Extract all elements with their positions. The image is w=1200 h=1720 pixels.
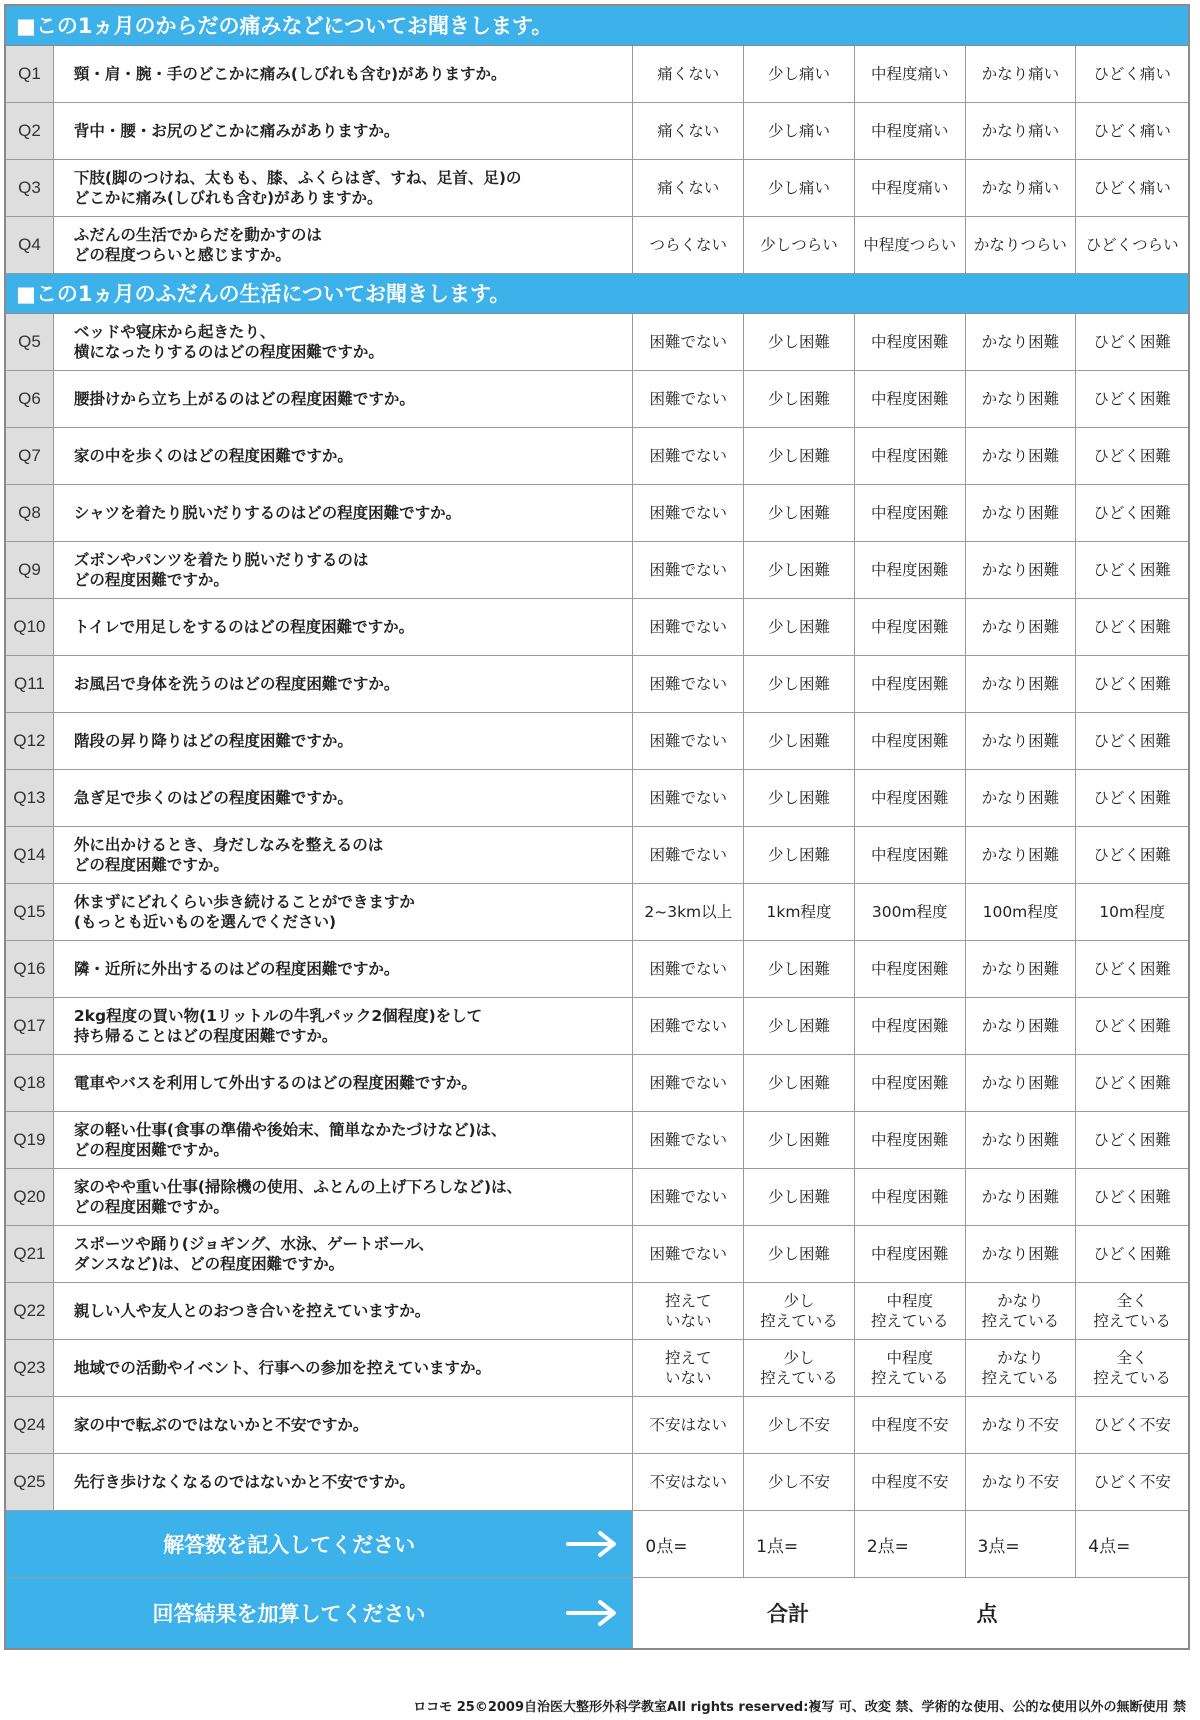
answer-option[interactable]: 困難でない bbox=[633, 941, 744, 997]
question-number: Q8 bbox=[6, 485, 54, 541]
question-text: お風呂で身体を洗うのはどの程度困難ですか。 bbox=[54, 656, 634, 712]
answer-option[interactable]: 中程度困難 bbox=[855, 485, 966, 541]
question-text: ズボンやパンツを着たり脱いだりするのは どの程度困難ですか。 bbox=[54, 542, 634, 598]
answer-option[interactable]: ひどく困難 bbox=[1093, 332, 1171, 351]
section-header-pain: ■この1ヵ月のからだの痛みなどについてお聞きします。 bbox=[6, 6, 1188, 46]
answer-option[interactable]: 中程度困難 bbox=[855, 1112, 966, 1168]
question-row bbox=[6, 827, 1188, 884]
question-row bbox=[6, 599, 1188, 656]
question-text: トイレで用足しをするのはどの程度困難ですか。 bbox=[54, 599, 634, 655]
question-number: Q4 bbox=[6, 217, 54, 273]
score-count-field[interactable]: 4点= bbox=[1088, 1536, 1131, 1557]
answer-option[interactable]: 中程度 控えている bbox=[855, 1340, 966, 1396]
answer-option[interactable]: 中程度困難 bbox=[855, 1055, 966, 1111]
answer-option[interactable]: 中程度困難 bbox=[855, 371, 966, 427]
question-text: スポーツや踊り(ジョギング、水泳、ゲートボール、 ダンスなど)は、どの程度困難ですか。 bbox=[54, 1226, 634, 1282]
answer-option[interactable]: 中程度困難 bbox=[855, 656, 966, 712]
answer-option[interactable]: 中程度痛い bbox=[855, 160, 966, 216]
answer-option[interactable]: 300m程度 bbox=[855, 884, 966, 940]
answer-option[interactable]: 少し困難 bbox=[744, 1169, 855, 1225]
question-text: 電車やバスを利用して外出するのはどの程度困難ですか。 bbox=[54, 1055, 634, 1111]
answer-option[interactable]: かなり困難 bbox=[966, 314, 1077, 370]
answer-option[interactable]: 少し痛い bbox=[744, 103, 855, 159]
question-row bbox=[6, 1226, 1188, 1283]
question-text: 家の軽い仕事(食事の準備や後始末、簡単なかたづけなど)は、 どの程度困難ですか。 bbox=[54, 1112, 634, 1168]
answer-option[interactable]: かなり困難 bbox=[966, 998, 1077, 1054]
question-row bbox=[6, 656, 1188, 713]
answer-option[interactable]: ひどく不安 bbox=[1093, 1472, 1171, 1491]
question-text: 隣・近所に外出するのはどの程度困難ですか。 bbox=[54, 941, 634, 997]
question-row bbox=[6, 485, 1188, 542]
total-row bbox=[6, 1578, 1188, 1648]
answer-option[interactable]: 困難でない bbox=[633, 998, 744, 1054]
answer-option[interactable]: ひどく困難 bbox=[1093, 845, 1171, 864]
question-number: Q2 bbox=[6, 103, 54, 159]
question-number: Q15 bbox=[6, 884, 54, 940]
question-text: 階段の昇り降りはどの程度困難ですか。 bbox=[54, 713, 634, 769]
question-text: 頸・肩・腕・手のどこかに痛み(しびれも含む)がありますか。 bbox=[54, 46, 634, 102]
answer-option[interactable]: 少し 控えている bbox=[744, 1283, 855, 1339]
answer-option[interactable]: 控えて いない bbox=[633, 1340, 744, 1396]
answer-option[interactable]: かなりつらい bbox=[966, 217, 1077, 273]
question-number: Q17 bbox=[6, 998, 54, 1054]
answer-option[interactable]: ひどく困難 bbox=[1093, 731, 1171, 750]
question-text: ベッドや寝床から起きたり、 横になったりするのはどの程度困難ですか。 bbox=[54, 314, 634, 370]
answer-option[interactable]: 中程度困難 bbox=[855, 941, 966, 997]
answer-option[interactable]: ひどく困難 bbox=[1093, 1016, 1171, 1035]
answer-option[interactable]: ひどく困難 bbox=[1093, 1244, 1171, 1263]
answer-option[interactable]: 少し困難 bbox=[744, 542, 855, 598]
answer-option[interactable]: 100m程度 bbox=[966, 884, 1077, 940]
question-number: Q20 bbox=[6, 1169, 54, 1225]
answer-option[interactable]: かなり困難 bbox=[966, 941, 1077, 997]
answer-option[interactable]: つらくない bbox=[633, 217, 744, 273]
question-number: Q3 bbox=[6, 160, 54, 216]
answer-option[interactable]: 少し困難 bbox=[744, 713, 855, 769]
score-count-field[interactable]: 3点= bbox=[966, 1511, 1077, 1577]
answer-option[interactable]: 困難でない bbox=[633, 428, 744, 484]
answer-option[interactable]: 中程度 控えている bbox=[855, 1283, 966, 1339]
score-count-field[interactable]: 0点= bbox=[633, 1511, 744, 1577]
answer-option[interactable]: 少し困難 bbox=[744, 827, 855, 883]
question-text: 親しい人や友人とのおつき合いを控えていますか。 bbox=[54, 1283, 634, 1339]
answer-option[interactable]: 中程度つらい bbox=[855, 217, 966, 273]
answer-option[interactable]: 中程度困難 bbox=[855, 428, 966, 484]
answer-option[interactable]: 少し不安 bbox=[744, 1397, 855, 1453]
question-row bbox=[6, 160, 1188, 217]
question-text: 休まずにどれくらい歩き続けることができますか (もっとも近いものを選んでください) bbox=[54, 884, 634, 940]
question-row bbox=[6, 371, 1188, 428]
answer-option[interactable]: 少し困難 bbox=[744, 371, 855, 427]
answer-option[interactable]: かなり困難 bbox=[966, 713, 1077, 769]
answer-option[interactable]: かなり困難 bbox=[966, 1169, 1077, 1225]
answer-option[interactable]: 少し困難 bbox=[744, 485, 855, 541]
question-number: Q21 bbox=[6, 1226, 54, 1282]
question-number: Q5 bbox=[6, 314, 54, 370]
answer-option[interactable]: ひどく困難 bbox=[1093, 959, 1171, 978]
answer-option[interactable]: 少し困難 bbox=[744, 1055, 855, 1111]
pain-question-rows bbox=[6, 46, 1188, 274]
question-number: Q25 bbox=[6, 1454, 54, 1510]
answer-option[interactable]: ひどく困難 bbox=[1093, 674, 1171, 693]
answer-option[interactable]: 1km程度 bbox=[744, 884, 855, 940]
answer-option[interactable]: かなり困難 bbox=[966, 827, 1077, 883]
question-text: 腰掛けから立ち上がるのはどの程度困難ですか。 bbox=[54, 371, 634, 427]
question-number: Q12 bbox=[6, 713, 54, 769]
answer-option[interactable]: ひどくつらい bbox=[1085, 235, 1179, 254]
question-text: 背中・腰・お尻のどこかに痛みがありますか。 bbox=[54, 103, 634, 159]
answer-option[interactable]: 少し痛い bbox=[744, 46, 855, 102]
question-row bbox=[6, 941, 1188, 998]
answer-option[interactable]: 困難でない bbox=[633, 713, 744, 769]
answer-option[interactable]: かなり困難 bbox=[966, 599, 1077, 655]
question-row bbox=[6, 314, 1188, 371]
answer-option[interactable]: 2~3km以上 bbox=[633, 884, 744, 940]
question-number: Q6 bbox=[6, 371, 54, 427]
answer-option[interactable]: 中程度困難 bbox=[855, 1169, 966, 1225]
answer-option[interactable]: 痛くない bbox=[633, 103, 744, 159]
answer-option[interactable]: 少し困難 bbox=[744, 314, 855, 370]
answer-option[interactable]: 中程度痛い bbox=[855, 46, 966, 102]
answer-option[interactable]: 中程度不安 bbox=[855, 1397, 966, 1453]
locomo25-questionnaire bbox=[4, 4, 1190, 1650]
answer-option[interactable]: 不安はない bbox=[633, 1397, 744, 1453]
answer-option[interactable]: ひどく困難 bbox=[1093, 389, 1171, 408]
answer-option[interactable]: 少し不安 bbox=[744, 1454, 855, 1510]
answer-option[interactable]: 困難でない bbox=[633, 827, 744, 883]
daily-life-question-rows bbox=[6, 314, 1188, 1511]
answer-option[interactable]: 控えて いない bbox=[633, 1283, 744, 1339]
answer-option[interactable]: ひどく痛い bbox=[1093, 64, 1171, 83]
answer-option[interactable]: かなり困難 bbox=[966, 656, 1077, 712]
answer-option[interactable]: 痛くない bbox=[633, 46, 744, 102]
answer-option[interactable]: 困難でない bbox=[633, 1169, 744, 1225]
answer-option[interactable]: 少し困難 bbox=[744, 941, 855, 997]
question-row bbox=[6, 217, 1188, 274]
answer-option[interactable]: 中程度困難 bbox=[855, 314, 966, 370]
answer-option[interactable]: かなり 控えている bbox=[966, 1283, 1077, 1339]
question-number: Q7 bbox=[6, 428, 54, 484]
question-row bbox=[6, 1055, 1188, 1112]
question-row bbox=[6, 103, 1188, 160]
question-number: Q10 bbox=[6, 599, 54, 655]
answer-option[interactable]: 少し困難 bbox=[744, 770, 855, 826]
arrow-right-icon bbox=[566, 1529, 618, 1559]
answer-option[interactable]: 中程度困難 bbox=[855, 599, 966, 655]
answer-option[interactable]: 少し困難 bbox=[744, 656, 855, 712]
question-text: 地域での活動やイベント、行事への参加を控えていますか。 bbox=[54, 1340, 634, 1396]
answer-option[interactable]: 困難でない bbox=[633, 656, 744, 712]
question-number: Q1 bbox=[6, 46, 54, 102]
answer-option[interactable]: かなり困難 bbox=[966, 428, 1077, 484]
question-text: 2kg程度の買い物(1リットルの牛乳パック2個程度)をして 持ち帰ることはどの程度困難ですか。 bbox=[54, 998, 634, 1054]
question-text: 急ぎ足で歩くのはどの程度困難ですか。 bbox=[54, 770, 634, 826]
answer-option[interactable]: ひどく困難 bbox=[1093, 446, 1171, 465]
answer-option[interactable]: かなり 控えている bbox=[966, 1340, 1077, 1396]
answer-option[interactable]: かなり困難 bbox=[966, 1226, 1077, 1282]
question-text: 家のやや重い仕事(掃除機の使用、ふとんの上げ下ろしなど)は、 どの程度困難ですか。 bbox=[54, 1169, 634, 1225]
answer-option[interactable]: かなり困難 bbox=[966, 1112, 1077, 1168]
question-number: Q24 bbox=[6, 1397, 54, 1453]
sum-results-banner bbox=[6, 1578, 633, 1648]
answer-option[interactable]: 少し 控えている bbox=[744, 1340, 855, 1396]
question-text: 先行き歩けなくなるのではないかと不安ですか。 bbox=[54, 1454, 634, 1510]
answer-option[interactable]: かなり困難 bbox=[966, 770, 1077, 826]
answer-option[interactable]: ひどく困難 bbox=[1093, 617, 1171, 636]
answer-option[interactable]: 中程度困難 bbox=[855, 998, 966, 1054]
answer-option[interactable]: 全く 控えている bbox=[1093, 1291, 1171, 1330]
answer-option[interactable]: 少し困難 bbox=[744, 428, 855, 484]
answer-option[interactable]: かなり痛い bbox=[966, 46, 1077, 102]
score-count-field[interactable]: 2点= bbox=[855, 1511, 966, 1577]
answer-option[interactable]: かなり困難 bbox=[966, 542, 1077, 598]
answer-option[interactable]: 中程度困難 bbox=[855, 827, 966, 883]
answer-option[interactable]: 少しつらい bbox=[744, 217, 855, 273]
answer-option[interactable]: 困難でない bbox=[633, 1055, 744, 1111]
answer-option[interactable]: ひどく困難 bbox=[1093, 560, 1171, 579]
total-unit: 点 bbox=[976, 1602, 998, 1626]
answer-option[interactable]: 中程度痛い bbox=[855, 103, 966, 159]
question-row bbox=[6, 428, 1188, 485]
answer-option[interactable]: 困難でない bbox=[633, 542, 744, 598]
answer-option[interactable]: ひどく不安 bbox=[1093, 1415, 1171, 1434]
answer-option[interactable]: 少し困難 bbox=[744, 998, 855, 1054]
answer-option[interactable]: 困難でない bbox=[633, 599, 744, 655]
answer-option[interactable]: ひどく痛い bbox=[1093, 121, 1171, 140]
answer-option[interactable]: ひどく困難 bbox=[1093, 788, 1171, 807]
answer-option[interactable]: 少し困難 bbox=[744, 599, 855, 655]
answer-option[interactable]: かなり痛い bbox=[966, 103, 1077, 159]
answer-option[interactable]: 少し困難 bbox=[744, 1226, 855, 1282]
sum-results-label: 回答結果を加算してください bbox=[152, 1602, 426, 1626]
answer-count-label: 解答数を記入してください bbox=[163, 1533, 416, 1557]
question-row bbox=[6, 770, 1188, 827]
answer-option[interactable]: かなり不安 bbox=[966, 1397, 1077, 1453]
answer-option[interactable]: 困難でない bbox=[633, 770, 744, 826]
answer-option[interactable]: 痛くない bbox=[633, 160, 744, 216]
answer-option[interactable]: 困難でない bbox=[633, 485, 744, 541]
answer-option[interactable]: ひどく困難 bbox=[1093, 503, 1171, 522]
score-count-field[interactable]: 1点= bbox=[744, 1511, 855, 1577]
answer-option[interactable]: 困難でない bbox=[633, 1112, 744, 1168]
answer-option[interactable]: 中程度困難 bbox=[855, 770, 966, 826]
question-row bbox=[6, 542, 1188, 599]
section-header-daily-life: ■この1ヵ月のふだんの生活についてお聞きします。 bbox=[6, 274, 1188, 314]
question-number: Q14 bbox=[6, 827, 54, 883]
question-text: ふだんの生活でからだを動かすのは どの程度つらいと感じますか。 bbox=[54, 217, 634, 273]
question-number: Q11 bbox=[6, 656, 54, 712]
question-number: Q16 bbox=[6, 941, 54, 997]
answer-option[interactable]: 不安はない bbox=[633, 1454, 744, 1510]
answer-option[interactable]: ひどく困難 bbox=[1093, 1073, 1171, 1092]
question-row bbox=[6, 713, 1188, 770]
question-text: 外に出かけるとき、身だしなみを整えるのは どの程度困難ですか。 bbox=[54, 827, 634, 883]
answer-count-banner bbox=[6, 1511, 633, 1577]
answer-option[interactable]: 中程度不安 bbox=[855, 1454, 966, 1510]
answer-option[interactable]: 困難でない bbox=[633, 371, 744, 427]
answer-option[interactable]: ひどく痛い bbox=[1093, 178, 1171, 197]
question-text: シャツを着たり脱いだりするのはどの程度困難ですか。 bbox=[54, 485, 634, 541]
answer-option[interactable]: ひどく困難 bbox=[1093, 1187, 1171, 1206]
question-row bbox=[6, 998, 1188, 1055]
total-score-field[interactable] bbox=[633, 1578, 1188, 1648]
answer-option[interactable]: 少し痛い bbox=[744, 160, 855, 216]
arrow-right-icon bbox=[566, 1598, 618, 1628]
copyright-notice: ロコモ 25©2009自治医大整形外科学教室All rights reserved:複写 可、改変 禁、学術的な使用、公的な使用以外の無断使用 禁 bbox=[413, 1700, 1186, 1715]
question-row bbox=[6, 1397, 1188, 1454]
question-number: Q19 bbox=[6, 1112, 54, 1168]
total-label: 合計 bbox=[766, 1602, 809, 1626]
answer-option[interactable]: かなり困難 bbox=[966, 371, 1077, 427]
answer-option[interactable]: ひどく困難 bbox=[1093, 1130, 1171, 1149]
answer-option[interactable]: 10m程度 bbox=[1099, 902, 1166, 921]
question-row bbox=[6, 1169, 1188, 1226]
question-row bbox=[6, 884, 1188, 941]
question-number: Q13 bbox=[6, 770, 54, 826]
answer-option[interactable]: かなり困難 bbox=[966, 485, 1077, 541]
answer-option[interactable]: 中程度困難 bbox=[855, 713, 966, 769]
question-row bbox=[6, 1112, 1188, 1169]
answer-option[interactable]: かなり困難 bbox=[966, 1055, 1077, 1111]
answer-option[interactable]: かなり不安 bbox=[966, 1454, 1077, 1510]
question-text: 家の中を歩くのはどの程度困難ですか。 bbox=[54, 428, 634, 484]
question-row bbox=[6, 1340, 1188, 1397]
answer-option[interactable]: 困難でない bbox=[633, 1226, 744, 1282]
question-number: Q18 bbox=[6, 1055, 54, 1111]
answer-option[interactable]: 困難でない bbox=[633, 314, 744, 370]
answer-option[interactable]: 中程度困難 bbox=[855, 542, 966, 598]
answer-option[interactable]: 少し困難 bbox=[744, 1112, 855, 1168]
answer-option[interactable]: かなり痛い bbox=[966, 160, 1077, 216]
question-text: 家の中で転ぶのではないかと不安ですか。 bbox=[54, 1397, 634, 1453]
question-number: Q9 bbox=[6, 542, 54, 598]
question-number: Q22 bbox=[6, 1283, 54, 1339]
answer-option[interactable]: 中程度困難 bbox=[855, 1226, 966, 1282]
question-row bbox=[6, 1454, 1188, 1511]
answer-count-row bbox=[6, 1511, 1188, 1578]
question-text: 下肢(脚のつけね、太もも、膝、ふくらはぎ、すね、足首、足)の どこかに痛み(しびれも含む)がありますか。 bbox=[54, 160, 634, 216]
question-row bbox=[6, 46, 1188, 103]
question-number: Q23 bbox=[6, 1340, 54, 1396]
answer-option[interactable]: 全く 控えている bbox=[1093, 1348, 1171, 1387]
question-row bbox=[6, 1283, 1188, 1340]
